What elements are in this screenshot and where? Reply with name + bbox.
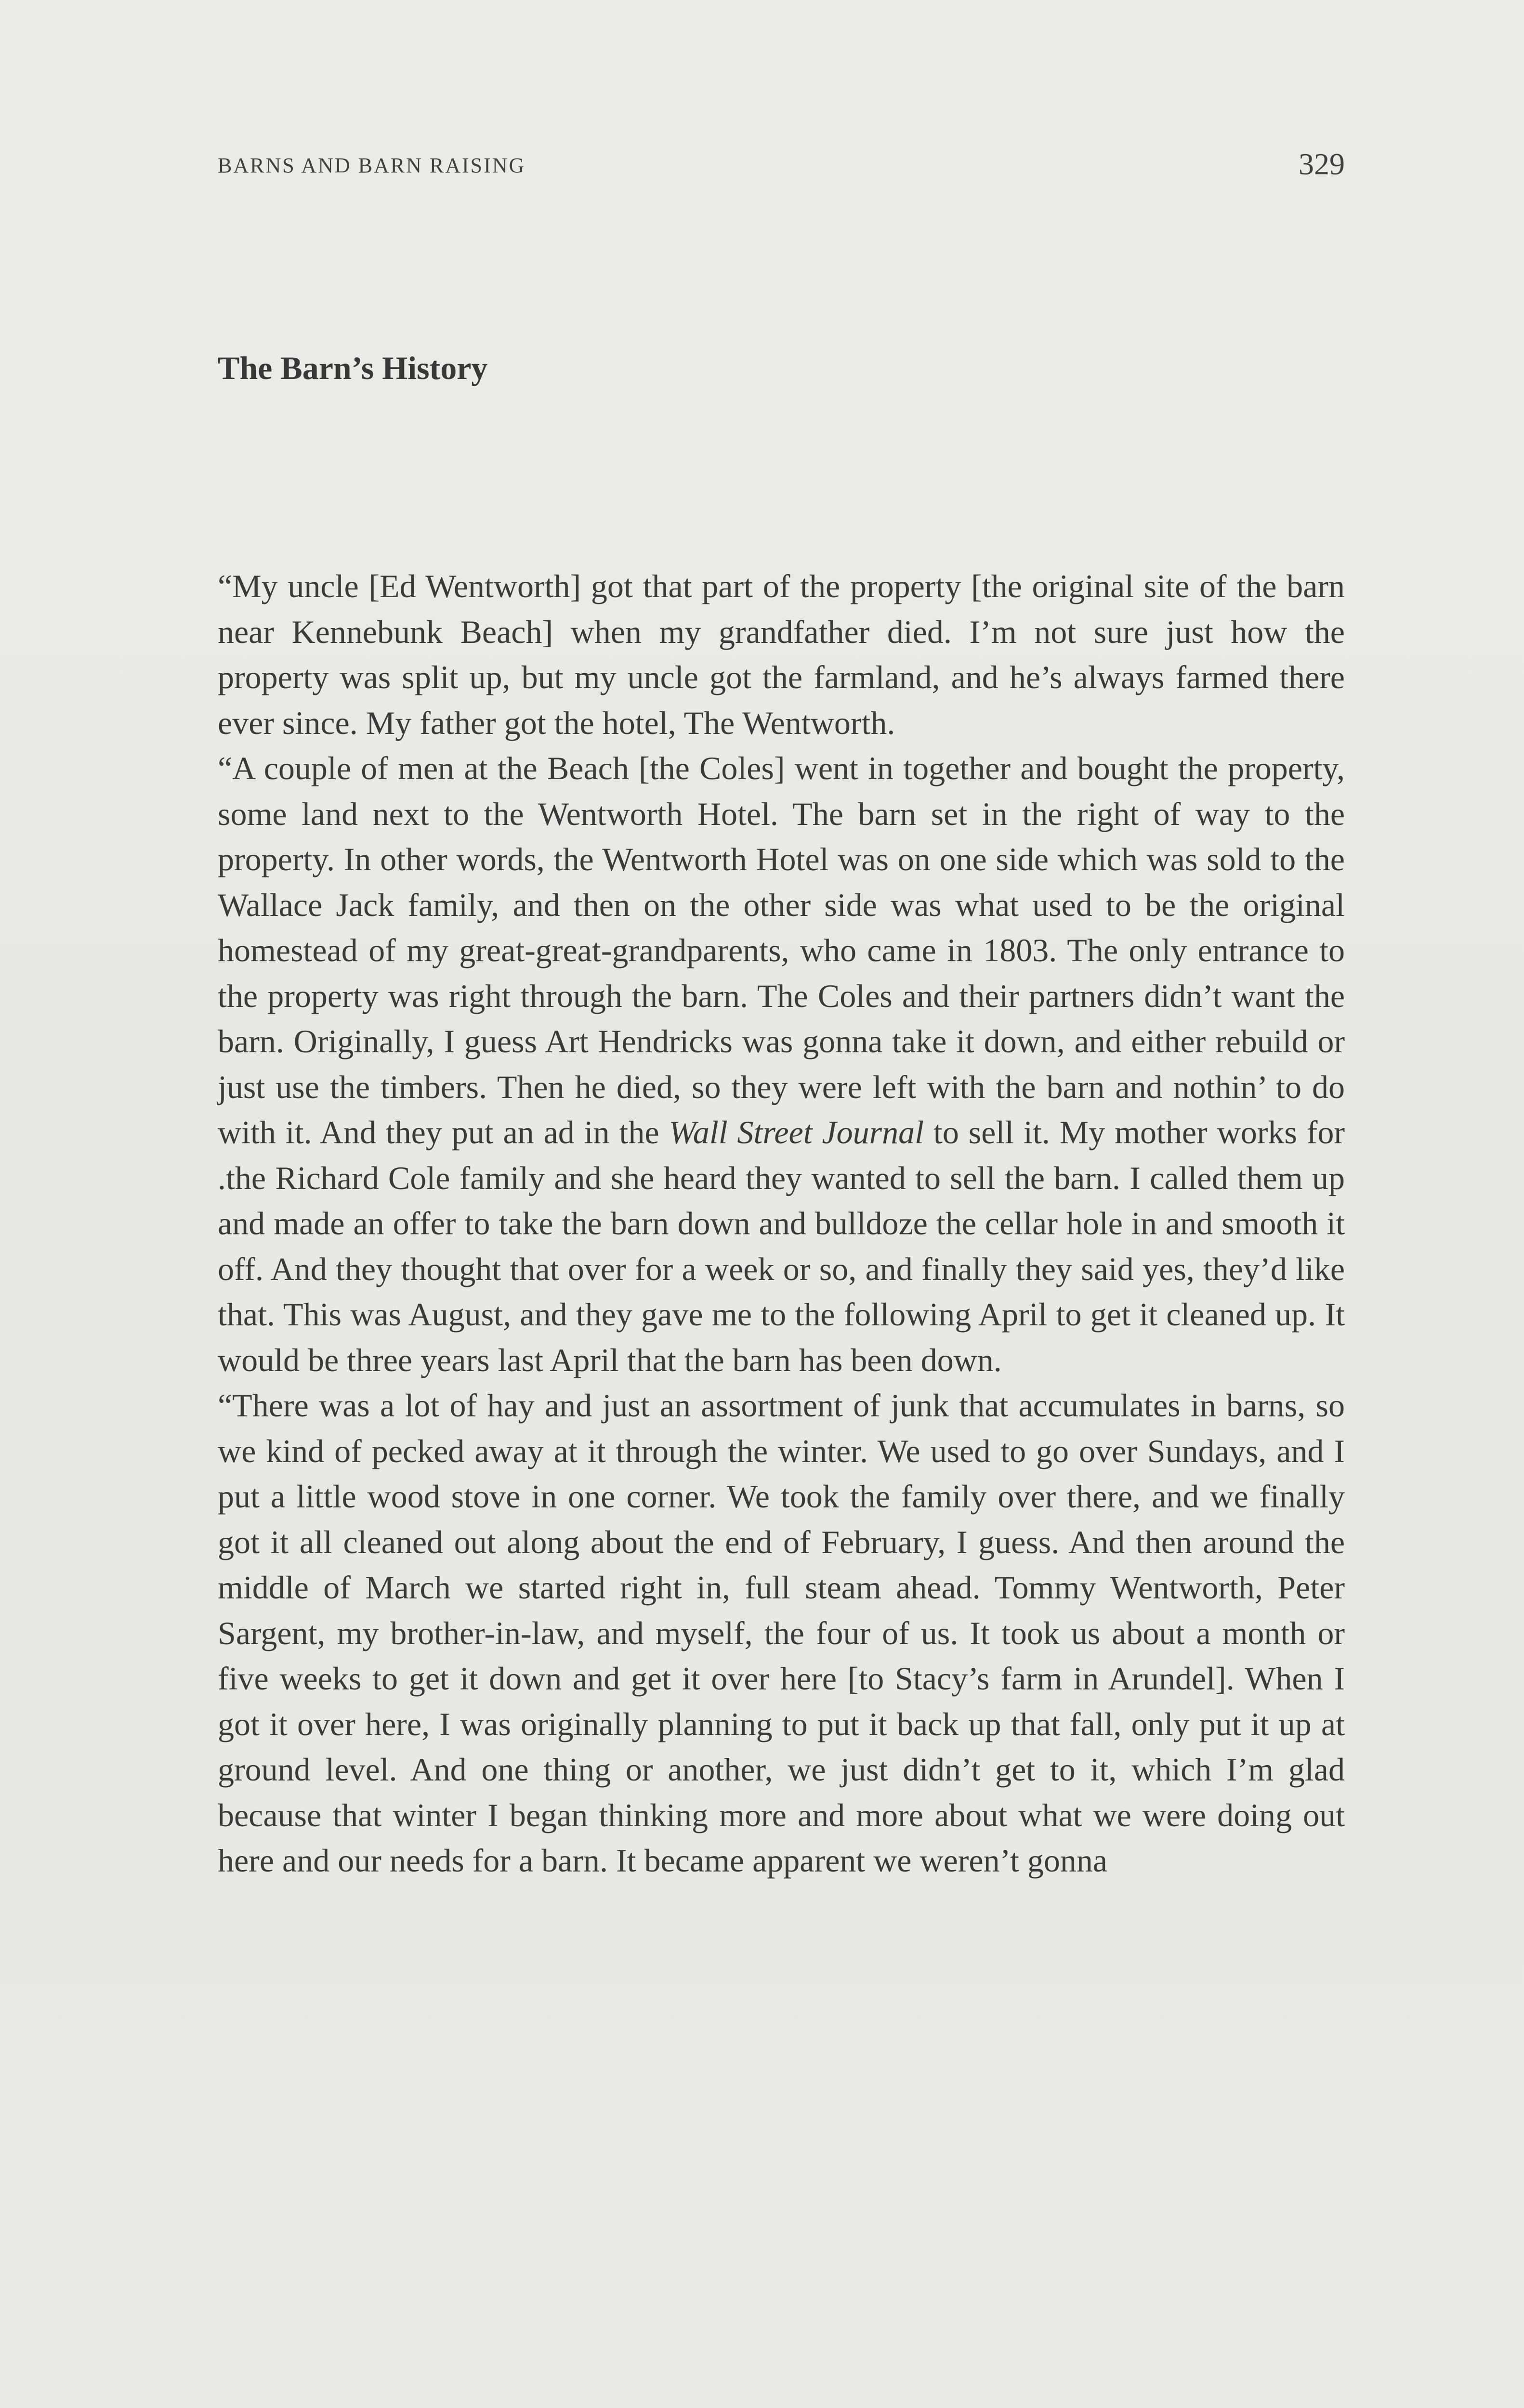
running-title: BARNS AND BARN RAISING <box>218 154 526 177</box>
paragraph-text: to sell it. My mother works for .the Richard Cole family and she heard they wanted to sell the barn. I called them up and made an offer to take the barn down and bulldoze the cellar hole in and smooth it off. And they thought that over for a week or so, and finally they said yes, they’d like that. This was August, and they gave me to the following April to get it cleaned up. It would be three years last April that the barn has been down. <box>218 1114 1345 1378</box>
paragraph-text: “A couple of men at the Beach [the Coles] went in together and bought the property, some land next to the Wentworth Hotel. The barn set in the right of way to the property. In other words, the Wentworth Hotel was on one side which was sold to the Wallace Jack family, and then on the other side was what used to be the original homestead of my great-great-grandparents, who came in 1803. The only entrance to the property was right through the barn. The Coles and their partners didn’t want the barn. Originally, I guess Art Hendricks was gonna take it down, and either rebuild or just use the timbers. Then he died, so they were left with the barn and nothin’ to do with it. And they put an ad in the <box>218 750 1345 1151</box>
running-head <box>218 149 1345 183</box>
paragraph <box>218 746 1345 1383</box>
section-title: The Barn’s History <box>218 350 488 386</box>
body-text <box>218 563 1345 1884</box>
paragraph-text: “There was a lot of hay and just an assortment of junk that accumulates in barns, so we kind of pecked away at it through the winter. We used to go over Sundays, and I put a little wood stove in one corner. We took the family over there, and we finally got it all cleaned out along about the end of February, I guess. And then around the middle of March we started right in, full steam ahead. Tommy Wentworth, Peter Sargent, my brother-in-law, and myself, the four of us. It took us about a month or five weeks to get it down and get it over here [to Stacy’s farm in Arundel]. When I got it over here, I was originally planning to put it back up that fall, only put it up at ground level. And one thing or another, we just didn’t get to it, which I’m glad because that winter I began thinking more and more about what we were doing out here and our needs for a barn. It became apparent we weren’t gonna <box>218 1387 1345 1879</box>
publication-title: Wall Street Journal <box>669 1114 924 1151</box>
paragraph <box>218 1383 1345 1884</box>
paragraph <box>218 563 1345 746</box>
paragraph-text: “My uncle [Ed Wentworth] got that part of the property [the original site of the barn near Kennebunk Beach] when my grandfather died. I’m not sure just how the property was split up, but my uncle got the farmland, and he’s always farmed there ever since. My father got the hotel, The Wentworth. <box>218 568 1345 741</box>
page-number: 329 <box>1299 147 1345 181</box>
